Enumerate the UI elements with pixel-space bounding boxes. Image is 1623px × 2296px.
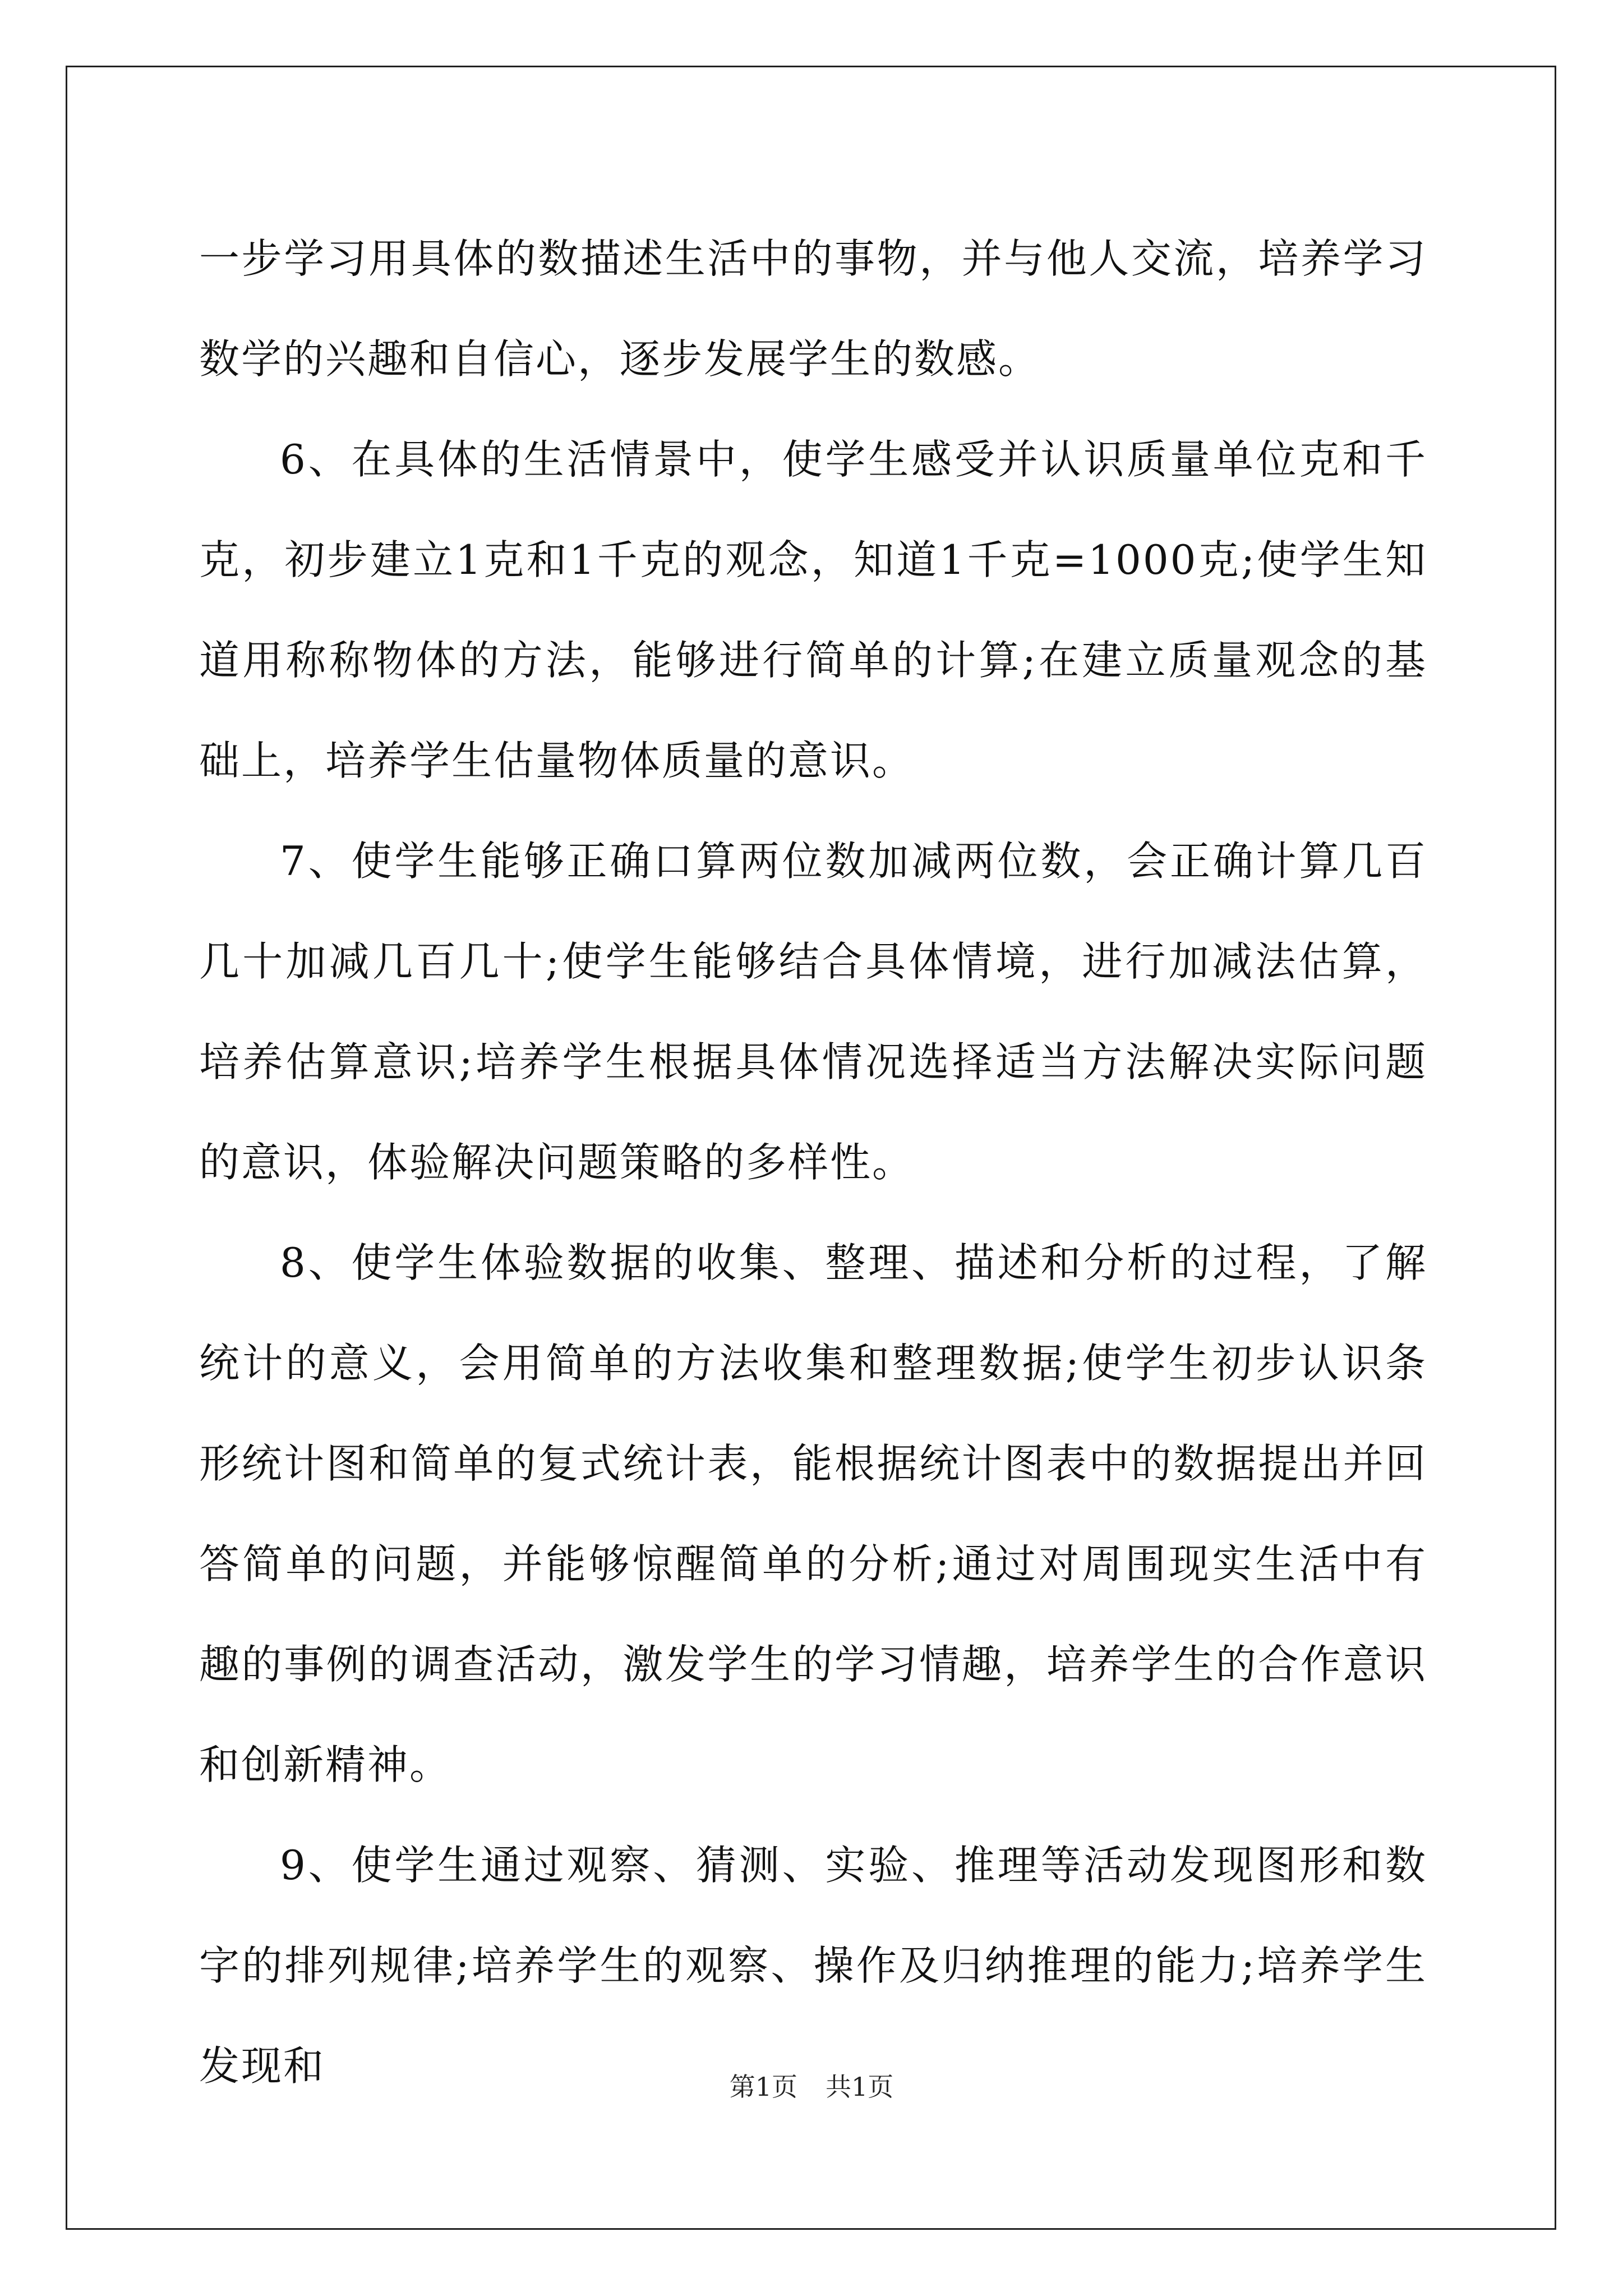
paragraph-item-7: 7、使学生能够正确口算两位数加减两位数，会正确计算几百几十加减几百几十;使学生能够结合具体情境，进行加减法估算，培养估算意识;培养学生根据具体情况选择适当方法解决实际问题的意识，体验解决问题策略的多样性。: [199, 838, 1427, 1186]
page-number: 第1页: [729, 2072, 797, 2102]
paragraph-continuation: 一步学习用具体的数描述生活中的事物，并与他人交流，培养学习数学的兴趣和自信心，逐步发展学生的数感。: [199, 235, 1427, 383]
paragraph-item-8: 8、使学生体验数据的收集、整理、描述和分析的过程，了解统计的意义，会用简单的方法收集和整理数据;使学生初步认识条形统计图和简单的复式统计表，能根据统计图表中的数据提出并回答简单的问题，并能够惊醒简单的分析;通过对周围现实生活中有趣的事例的调查活动，激发学生的学习情趣，培养学生的合作意识和创新精神。: [199, 1239, 1427, 1788]
paragraph-item-9: 9、使学生通过观察、猜测、实验、推理等活动发现图形和数字的排列规律;培养学生的观察、操作及归纳推理的能力;培养学生发现和: [199, 1842, 1427, 2090]
page-total: 共1页: [826, 2072, 894, 2102]
document-body: [199, 209, 1427, 2116]
page-footer: [0, 2070, 1623, 2104]
paragraph-item-6: 6、在具体的生活情景中，使学生感受并认识质量单位克和千克，初步建立1克和1千克的观念，知道1千克=1000克;使学生知道用称称物体的方法，能够进行简单的计算;在建立质量观念的基础上，培养学生估量物体质量的意识。: [199, 436, 1427, 784]
